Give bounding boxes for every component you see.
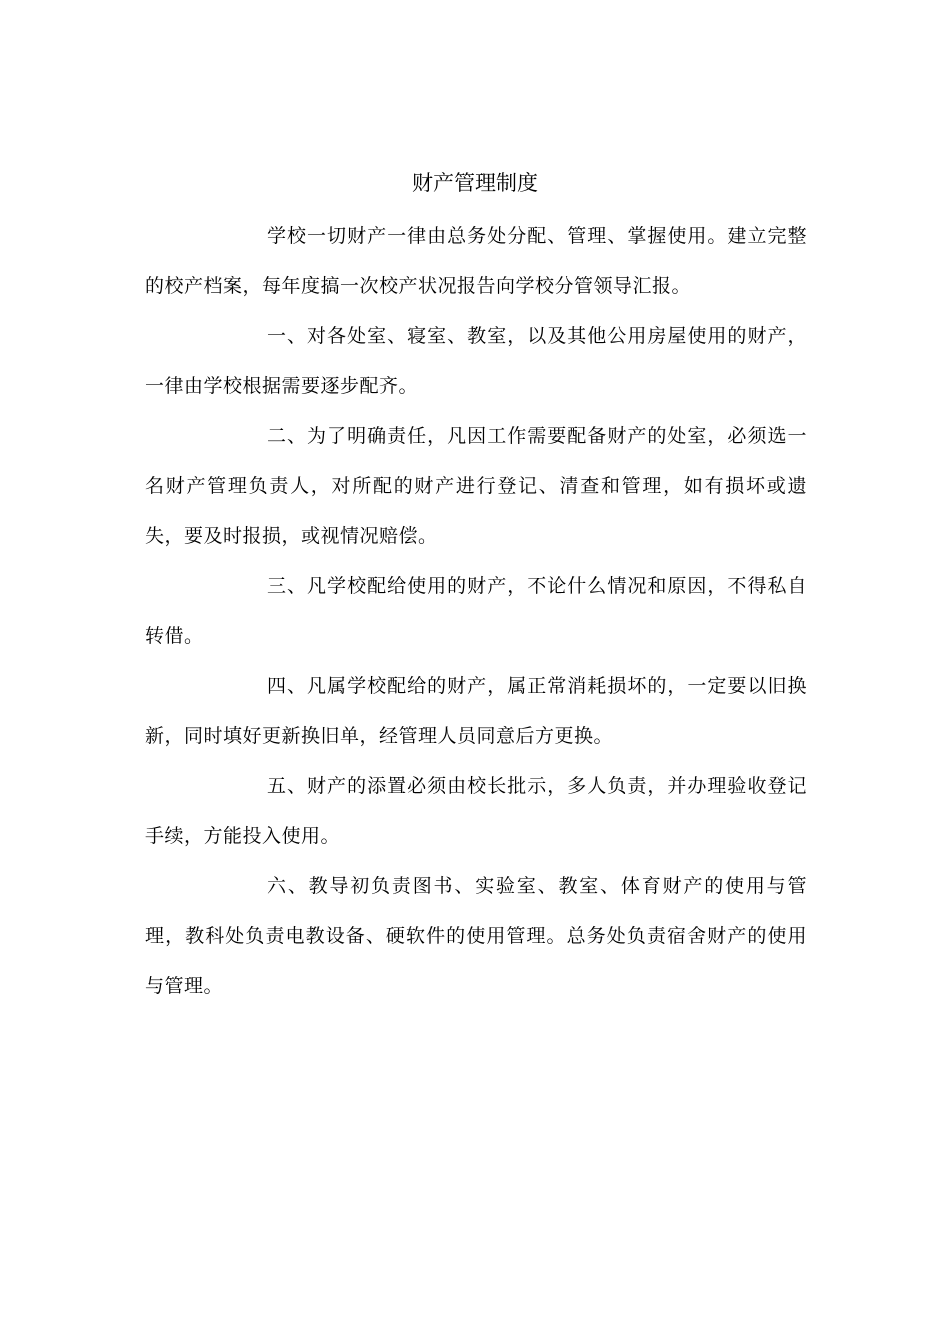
- paragraph-item-5: 五、财产的添置必须由校长批示，多人负责，并办理验收登记手续，方能投入使用。: [145, 775, 807, 847]
- paragraph-item-4: 四、凡属学校配给的财产，属正常消耗损坏的，一定要以旧换新，同时填好更新换旧单，经管理人员同意后方更换。: [145, 675, 807, 747]
- paragraph-item-3: 三、凡学校配给使用的财产，不论什么情况和原因，不得私自转借。: [145, 575, 807, 647]
- paragraph-item-6: 六、教导初负责图书、实验室、教室、体育财产的使用与管理，教科处负责电教设备、硬软件的使用管理。总务处负责宿舍财产的使用与管理。: [145, 875, 807, 997]
- document-title: 财产管理制度: [412, 171, 538, 195]
- paragraph-intro: 学校一切财产一律由总务处分配、管理、掌握使用。建立完整的校产档案，每年度搞一次校产状况报告向学校分管领导汇报。: [145, 225, 807, 297]
- document-body: [145, 211, 807, 1011]
- paragraph-item-2: 二、为了明确责任，凡因工作需要配备财产的处室，必须选一名财产管理负责人，对所配的财产进行登记、清查和管理，如有损坏或遗失，要及时报损，或视情况赔偿。: [145, 425, 807, 547]
- paragraph-item-1: 一、对各处室、寝室、教室，以及其他公用房屋使用的财产，一律由学校根据需要逐步配齐。: [145, 325, 807, 397]
